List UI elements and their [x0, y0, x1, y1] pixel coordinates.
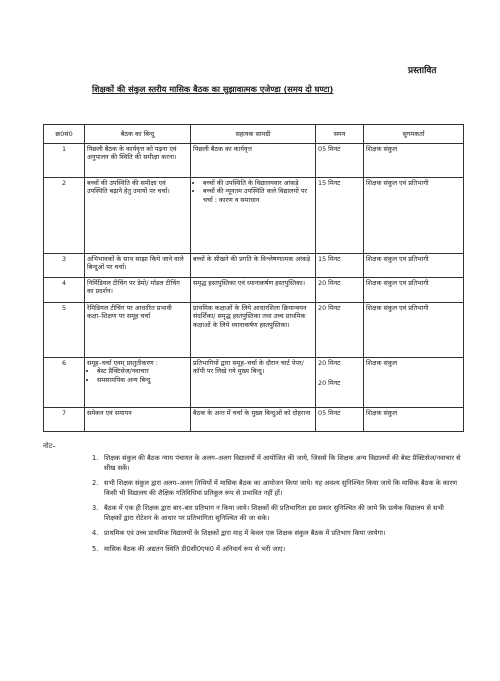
row-material: समृद्ध हस्तपुस्तिका एवं ध्यानाकर्षण हस्तपुस्तिका। — [191, 278, 316, 303]
row-material: बच्चों के सीखने की प्रगति के विश्लेषणात्मक आंकड़े — [191, 254, 316, 278]
row-time: 20 मिनट — [316, 303, 364, 358]
table-row — [44, 254, 464, 278]
column-header-facilitator: सुगमकर्ता — [364, 125, 464, 144]
column-header-material: सहायक सामग्री — [191, 125, 316, 144]
column-header-point: बैठक का बिन्दु — [85, 125, 191, 144]
time-value: 20 मिनट — [318, 359, 341, 367]
list-item: • बच्चों की न्यूनतम उपस्थिति वाले विद्यालयों पर चर्चा : कारण व समाधान — [203, 187, 313, 204]
row-point: पिछली बैठक के कार्यवृत्त को पढ़ना एवं अनुपालन की स्थिति की समीक्षा करना। — [85, 144, 191, 178]
row-sn: 2 — [44, 178, 85, 254]
note-text: सभी शिक्षक संकुल द्वारा अलग–अलग तिथियों में मासिक बैठक का आयोजन किया जाये। यह अवश्य सुनिश्चित किया जाये कि मासिक बैठक के कारण किसी भी विद्यालय की शैक्षिक गतिविधियां प्रतिकूल रूप से प्रभावित नहीं हों। — [104, 479, 458, 497]
note-text: मासिक बैठक की अद्यतन स्थिति डी0सी0एफ0 में अनिवार्य रूप से भरी जाए। — [104, 544, 286, 553]
point-heading: समूह–चर्चा एवम् प्रस्तुतीकरण : — [87, 359, 158, 367]
table-row — [44, 178, 464, 254]
note-item — [92, 479, 462, 498]
note-item — [92, 545, 462, 555]
note-text: प्राथमिक एवं उच्च प्राथमिक विद्यालयों के शिक्षकों द्वारा माह में केवल एक शिक्षक संकुल बैठक में प्रतिभाग किया जायेगा। — [104, 529, 386, 538]
row-time — [316, 358, 364, 408]
row-facilitator: शिक्षक संकुल — [364, 358, 464, 408]
note-text: बैठक में एक ही शिक्षक द्वारा बार–बार प्रतिभाग न किया जाये। शिक्षकों की प्रतिभागिता इस प्रकार सुनिश्चित की जाये कि प्रत्येक विद्यालय से सभी शिक्षकों द्वारा रोटेशन के आधार पर प्रतिभागिता सुनिश्चित की जा सके। — [104, 504, 444, 522]
row-facilitator: शिक्षक संकुल एवं प्रतिभागी — [364, 178, 464, 254]
row-facilitator: शिक्षक संकुल एवं प्रतिभागी — [364, 278, 464, 303]
list-item: • बच्चों की उपस्थिति के विद्यालयवार आंकड़े — [203, 179, 313, 187]
time-value: 20 मिनट — [318, 379, 341, 388]
note-item — [92, 454, 462, 473]
row-facilitator: शिक्षक संकुल — [364, 144, 464, 178]
agenda-table — [43, 124, 464, 432]
row-time: 15 मिनट — [316, 178, 364, 254]
note-item — [92, 504, 462, 523]
row-point: बच्चों की उपस्थिति की समीक्षा एवं उपस्थिति बढ़ाने हेतु उपायों पर चर्चा। — [85, 178, 191, 254]
material-bullet-list — [193, 179, 313, 204]
notes-list — [92, 454, 462, 560]
row-facilitator: शिक्षक संकुल एवं प्रतिभागी — [364, 254, 464, 278]
note-number: 3. — [92, 504, 99, 513]
table-header-row — [44, 125, 464, 144]
note-item — [92, 529, 462, 539]
row-point: अभिभावकों के साथ साझा किये जाने वाले बिन्दुओं पर चर्चा। — [85, 254, 191, 278]
row-point: समेकन एवं समापन — [85, 408, 191, 432]
row-time: 20 मिनट — [316, 278, 364, 303]
row-sn: 1 — [44, 144, 85, 178]
row-point — [85, 358, 191, 408]
list-item: • समसामयिक अन्य बिन्दु — [97, 376, 188, 384]
row-point: निर्मिडियल टीचिंग पर डेमो/ मॉडल टीचिंग का प्रदर्शन। — [85, 278, 191, 303]
note-number: 4. — [92, 529, 99, 538]
note-number: 2. — [92, 479, 99, 488]
table-row — [44, 358, 464, 408]
row-sn: 6 — [44, 358, 85, 408]
point-bullet-list — [87, 367, 188, 384]
row-material: प्राथमिक कक्षाओं के लिये आधारशिला क्रियान्वयन संदर्शिका/ समृद्ध हस्तपुस्तिका तथा उच्च प्राथमिक कक्षाओं के लिये ध्यानाकर्षण हस्तपुस्तिका। — [191, 303, 316, 358]
row-time: 05 मिनट — [316, 144, 364, 178]
row-facilitator: शिक्षक संकुल एवं प्रतिभागी — [364, 303, 464, 358]
proposed-label: प्रस्तावित — [408, 66, 437, 76]
row-time: 15 मिनट — [316, 254, 364, 278]
note-number: 5. — [92, 544, 99, 553]
row-material: बैठक के अन्त में चर्चा के मुख्य बिन्दुओं को दोहराना — [191, 408, 316, 432]
row-material — [191, 178, 316, 254]
row-time: 05 मिनट — [316, 408, 364, 432]
row-sn: 3 — [44, 254, 85, 278]
column-header-time: समय — [316, 125, 364, 144]
table-row — [44, 144, 464, 178]
row-sn: 7 — [44, 408, 85, 432]
row-material: प्रतिभागियों द्वारा समूह–चर्चा के दौरान चार्ट पेपर/ कॉपी पर लिखे गये मुख्य बिन्दु। — [191, 358, 316, 408]
row-sn: 4 — [44, 278, 85, 303]
table-row — [44, 408, 464, 432]
row-facilitator: शिक्षक संकुल — [364, 408, 464, 432]
column-header-sn: क्र0सं0 — [44, 125, 85, 144]
row-point: रेमिडियल टीचिंग पर आधारित प्रभावी कक्षा–शिक्षण पर समूह चर्चा — [85, 303, 191, 358]
table-row — [44, 303, 464, 358]
row-sn: 5 — [44, 303, 85, 358]
page-title: शिक्षकों की संकुल स्तरीय मासिक बैठक का सुझावात्मक एजेण्डा (समय दो घण्टा) — [92, 84, 334, 94]
row-material: पिछली बैठक का कार्यवृत्त — [191, 144, 316, 178]
notes-label: नोट– — [43, 442, 56, 450]
spacer — [318, 367, 361, 379]
note-number: 1. — [92, 454, 99, 462]
table-row — [44, 278, 464, 303]
note-text: शिक्षक संकुल की बैठक न्याय पंचायत के अलग–अलग विद्यालयों में आयोजित की जाये, जिससे कि शिक्षक अन्य विद्यालयों की बेस्ट प्रैक्टिसेज/नवाचार से सीख सकें। — [104, 454, 461, 472]
list-item: • बेस्ट प्रैक्टिसेज/नवाचार — [97, 367, 188, 375]
